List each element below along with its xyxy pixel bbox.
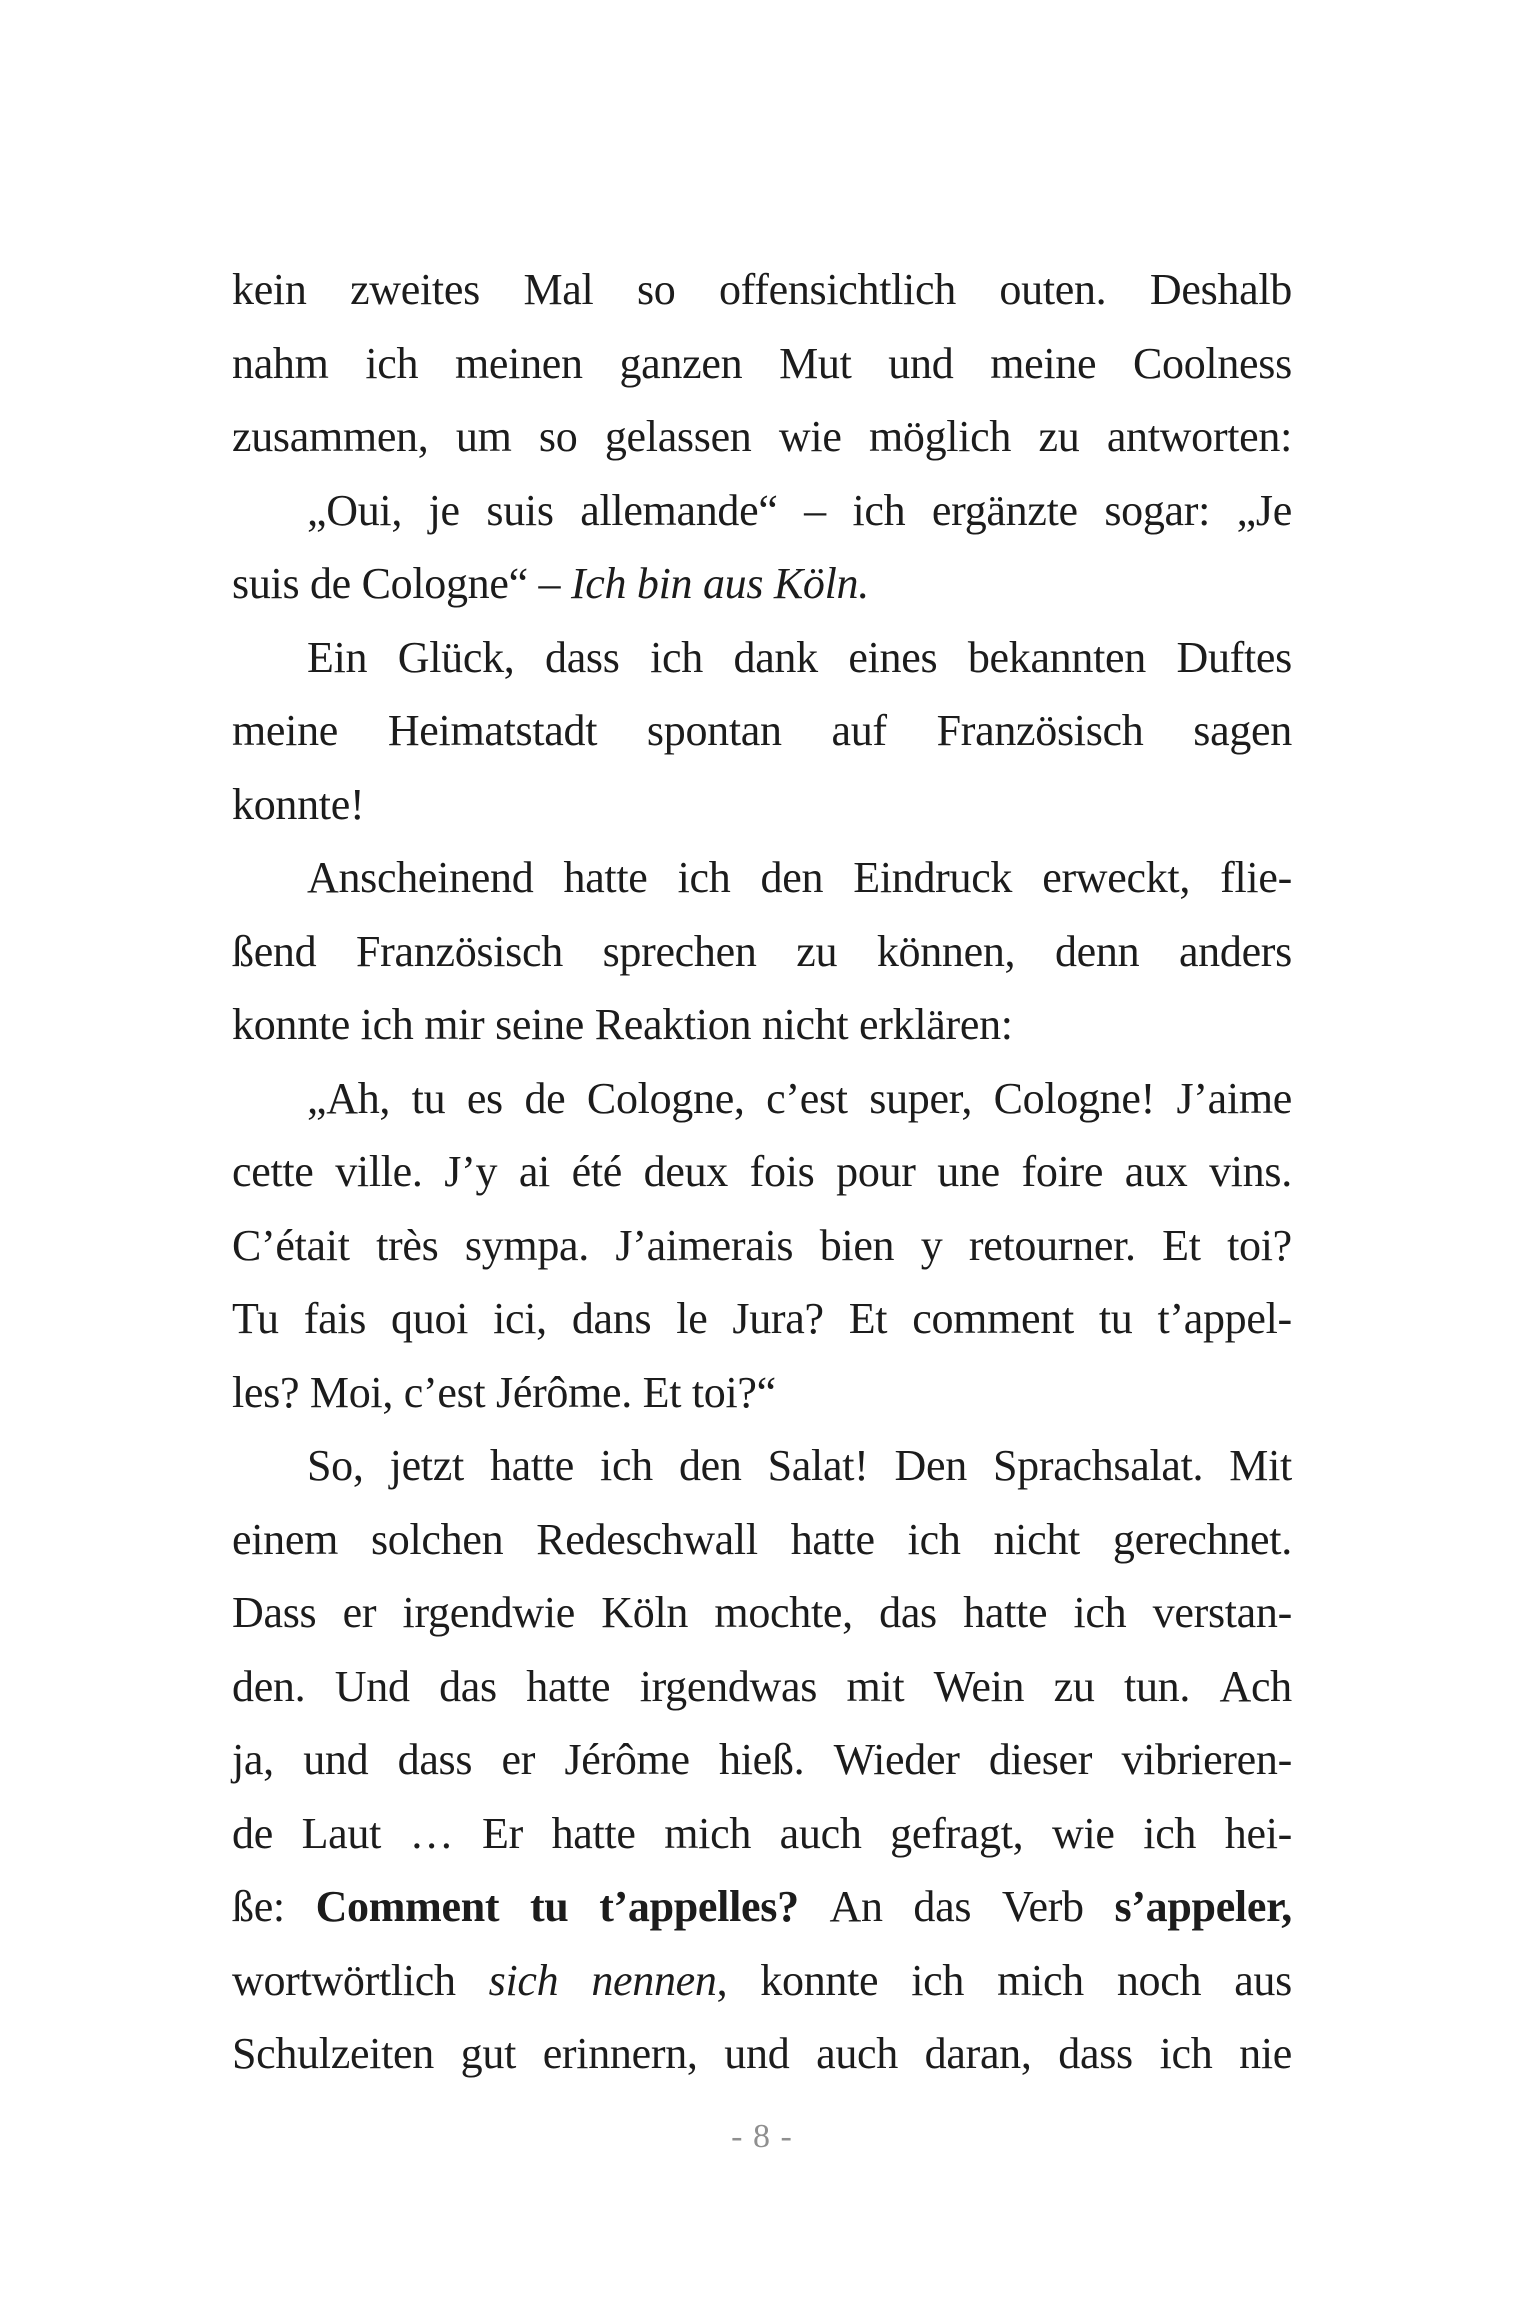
word: ich xyxy=(650,632,703,682)
word: une xyxy=(937,1147,1000,1196)
word: tu xyxy=(1098,1294,1133,1343)
word: jetzt xyxy=(389,1441,464,1490)
text-line xyxy=(232,547,1292,621)
page-number: - 8 - xyxy=(731,2118,793,2155)
word: Und xyxy=(334,1661,410,1711)
word: Dass xyxy=(232,1588,317,1637)
word: dans xyxy=(571,1294,652,1343)
word: hatte xyxy=(790,1514,875,1564)
word: mich xyxy=(997,1955,1084,2005)
word: solchen xyxy=(370,1514,504,1564)
word: ßend xyxy=(232,926,317,976)
word: Köln xyxy=(601,1588,689,1637)
word: anders xyxy=(1178,926,1292,976)
word: hatte xyxy=(551,1808,636,1858)
word: super, xyxy=(869,1073,973,1123)
text-line xyxy=(232,768,1292,842)
text-line xyxy=(232,1209,1292,1283)
word: ich xyxy=(600,1441,653,1490)
word: J’aime xyxy=(1176,1073,1292,1123)
word: Et xyxy=(848,1294,888,1343)
word: ich xyxy=(911,1955,965,2005)
text-line xyxy=(232,1870,1292,1944)
word: wie xyxy=(1052,1808,1115,1858)
word: irgendwas xyxy=(639,1661,818,1711)
word: sich xyxy=(488,1955,559,2005)
word: hieß. xyxy=(719,1735,805,1784)
word: vins. xyxy=(1209,1147,1292,1196)
word: noch xyxy=(1116,1955,1202,2005)
word: Duftes xyxy=(1176,632,1292,682)
word: Tu xyxy=(232,1294,279,1343)
word: Mit xyxy=(1229,1441,1292,1490)
word: Wieder xyxy=(833,1735,960,1784)
word: pour xyxy=(836,1147,916,1196)
text-line xyxy=(232,327,1292,401)
text-segment: Ich bin aus Köln. xyxy=(570,559,869,608)
word: … xyxy=(409,1808,454,1858)
word: ich xyxy=(1159,2029,1213,2078)
word: meine xyxy=(232,706,339,755)
word: den xyxy=(760,853,824,902)
word: aus xyxy=(1234,1955,1292,2005)
word: ganzen xyxy=(619,338,743,388)
word: – xyxy=(804,485,826,535)
word: möglich xyxy=(868,412,1012,461)
word: so xyxy=(636,265,676,314)
word: ici, xyxy=(493,1294,547,1343)
word: auch xyxy=(816,2029,898,2078)
word: le xyxy=(676,1294,708,1343)
text-line xyxy=(232,915,1292,989)
text-line xyxy=(232,1135,1292,1209)
word: t’appelles? xyxy=(599,1882,799,1931)
word: cette xyxy=(232,1147,314,1196)
text-line xyxy=(232,1062,1292,1136)
word: allemande“ xyxy=(580,485,778,535)
word: ja, xyxy=(232,1735,274,1784)
word: den. xyxy=(232,1661,306,1711)
text-segment: konnte ich mir seine Reaktion nicht erklären: xyxy=(232,1000,1013,1049)
word: sprechen xyxy=(602,926,757,976)
word: Den xyxy=(894,1441,967,1490)
word: Laut xyxy=(301,1808,382,1858)
word: dank xyxy=(733,632,818,682)
word: zweites xyxy=(350,265,480,314)
word: spontan xyxy=(646,706,782,755)
word: kein xyxy=(232,265,307,314)
word: quoi xyxy=(391,1294,469,1343)
text-line xyxy=(232,474,1292,548)
word: hatte xyxy=(963,1588,1048,1637)
text-line xyxy=(232,988,1292,1062)
word: nie xyxy=(1239,2029,1292,2078)
word: gerechnet. xyxy=(1112,1514,1292,1564)
word: Heimatstadt xyxy=(387,706,598,755)
word: Cologne, xyxy=(586,1073,745,1123)
word: zu xyxy=(1053,1661,1095,1711)
word: wie xyxy=(778,412,842,461)
word: Anscheinend xyxy=(307,853,534,902)
word: sagen xyxy=(1193,706,1292,755)
word: und xyxy=(888,338,954,388)
text-line xyxy=(232,1356,1292,1430)
word: Glück, xyxy=(397,632,515,682)
word: zusammen, xyxy=(232,412,429,461)
word: daran, xyxy=(924,2029,1032,2078)
word: flie- xyxy=(1220,853,1292,902)
word: es xyxy=(466,1073,503,1123)
word: verstan- xyxy=(1152,1588,1292,1637)
word: c’est xyxy=(766,1073,848,1123)
text-line xyxy=(232,1723,1292,1797)
word: t’appel- xyxy=(1157,1294,1292,1343)
word: „Ah, xyxy=(307,1073,391,1123)
word: Französisch xyxy=(356,926,563,976)
word: das xyxy=(913,1882,972,1931)
word: so xyxy=(538,412,578,461)
word: um xyxy=(455,412,512,461)
word: fais xyxy=(303,1294,367,1343)
text-line xyxy=(232,621,1292,695)
word: Jérôme xyxy=(564,1735,690,1784)
word: suis xyxy=(486,485,554,535)
word: ergänzte xyxy=(931,485,1078,535)
text-line xyxy=(232,1282,1292,1356)
word: auf xyxy=(831,706,887,755)
word: Mal xyxy=(523,265,594,314)
word: erweckt, xyxy=(1042,853,1191,902)
word: offensichtlich xyxy=(718,265,956,314)
word: Mut xyxy=(779,338,852,388)
word: zu xyxy=(796,926,838,976)
text-line xyxy=(232,2017,1292,2091)
word: wortwörtlich xyxy=(232,1955,456,2005)
word: ße: xyxy=(232,1882,285,1931)
word: nahm xyxy=(232,338,329,388)
word: Deshalb xyxy=(1149,265,1292,314)
text-line xyxy=(232,1650,1292,1724)
word: Coolness xyxy=(1132,338,1292,388)
word: An xyxy=(829,1882,883,1931)
text-segment: suis de Cologne“ – xyxy=(232,559,571,608)
word: und xyxy=(303,1735,369,1784)
word: Eindruck xyxy=(853,853,1013,902)
word: s’appeler, xyxy=(1114,1882,1292,1931)
text-line xyxy=(232,1429,1292,1503)
word: hei- xyxy=(1224,1808,1292,1858)
word: dass xyxy=(545,632,620,682)
word: meinen xyxy=(454,338,583,388)
word: ai xyxy=(518,1147,550,1196)
word: Salat! xyxy=(767,1441,869,1490)
word: foire xyxy=(1021,1147,1104,1196)
word: Et xyxy=(1162,1220,1201,1270)
word: „Je xyxy=(1236,485,1292,535)
text-line xyxy=(232,694,1292,768)
word: tun. xyxy=(1124,1661,1191,1711)
word: hatte xyxy=(489,1441,574,1490)
word: nennen, xyxy=(591,1955,728,2005)
word: Er xyxy=(482,1808,523,1858)
word: comment xyxy=(912,1294,1074,1343)
word: gelassen xyxy=(604,412,752,461)
text-line xyxy=(232,1503,1292,1577)
text-segment: konnte! xyxy=(232,779,365,829)
word: je xyxy=(428,485,460,535)
word: Redeschwall xyxy=(536,1514,758,1564)
word: Cologne! xyxy=(993,1073,1155,1123)
word: Wein xyxy=(933,1661,1025,1711)
word: konnte xyxy=(760,1955,879,2005)
word: Ein xyxy=(307,632,368,682)
word: J’aimerais xyxy=(615,1220,794,1270)
page-text xyxy=(232,253,1292,2091)
text-line xyxy=(232,841,1292,915)
word: Ach xyxy=(1219,1661,1292,1711)
word: gefragt, xyxy=(890,1808,1024,1858)
word: eines xyxy=(848,632,938,682)
word: très xyxy=(376,1220,439,1270)
word: sympa. xyxy=(464,1220,589,1270)
word: bekannten xyxy=(967,632,1146,682)
word: dieser xyxy=(988,1735,1093,1784)
word: tu xyxy=(529,1882,569,1931)
word: hatte xyxy=(563,853,648,902)
word: été xyxy=(571,1147,623,1196)
word: toi? xyxy=(1227,1220,1292,1270)
word: gut xyxy=(460,2029,516,2078)
word: deux xyxy=(643,1147,729,1196)
word: ich xyxy=(677,853,731,902)
word: und xyxy=(724,2029,790,2078)
word: sogar: xyxy=(1104,485,1211,535)
word: vibrieren- xyxy=(1121,1735,1292,1784)
text-line xyxy=(232,400,1292,474)
word: dass xyxy=(397,1735,473,1784)
text-line xyxy=(232,1797,1292,1871)
word: Sprachsalat. xyxy=(993,1441,1204,1490)
word: Comment xyxy=(315,1882,500,1931)
word: retourner. xyxy=(968,1220,1136,1270)
word: mich xyxy=(664,1808,752,1858)
word: mit xyxy=(846,1661,905,1711)
word: fois xyxy=(749,1147,815,1196)
word: er xyxy=(501,1735,536,1784)
word: tu xyxy=(411,1073,446,1123)
word: ich xyxy=(1073,1588,1127,1637)
word: Jura? xyxy=(732,1294,824,1343)
word: nicht xyxy=(993,1514,1080,1564)
word: C’était xyxy=(232,1220,350,1270)
text-line xyxy=(232,1576,1292,1650)
word: mochte, xyxy=(714,1588,853,1637)
word: de xyxy=(524,1073,566,1123)
word: dass xyxy=(1058,2029,1133,2078)
word: de xyxy=(232,1808,273,1858)
word: ich xyxy=(852,485,906,535)
word: zu xyxy=(1038,412,1080,461)
word: J’y xyxy=(444,1147,498,1196)
word: meine xyxy=(990,338,1097,388)
word: können, xyxy=(876,926,1016,976)
word: outen. xyxy=(999,265,1107,314)
word: aux xyxy=(1124,1147,1188,1196)
text-line xyxy=(232,253,1292,327)
word: hatte xyxy=(526,1661,611,1711)
word: einem xyxy=(232,1514,339,1564)
word: den xyxy=(678,1441,742,1490)
word: ich xyxy=(365,338,419,388)
word: erinnern, xyxy=(542,2029,698,2078)
word: das xyxy=(439,1661,497,1711)
word: auch xyxy=(779,1808,862,1858)
text-line xyxy=(232,1944,1292,2018)
word: antworten: xyxy=(1106,412,1292,461)
word: Französisch xyxy=(936,706,1144,755)
word: er xyxy=(342,1588,377,1637)
word: ich xyxy=(1143,1808,1197,1858)
word: ville. xyxy=(335,1147,423,1196)
word: denn xyxy=(1054,926,1140,976)
word: y xyxy=(920,1220,943,1270)
word: irgendwie xyxy=(402,1588,575,1637)
word: ich xyxy=(907,1514,961,1564)
text-segment: les? Moi, c’est Jérôme. Et toi?“ xyxy=(232,1367,776,1417)
word: Schulzeiten xyxy=(232,2029,434,2078)
word: So, xyxy=(307,1441,364,1490)
word: „Oui, xyxy=(307,485,403,535)
word: Verb xyxy=(1001,1882,1084,1931)
word: das xyxy=(879,1588,937,1637)
word: bien xyxy=(819,1220,895,1270)
